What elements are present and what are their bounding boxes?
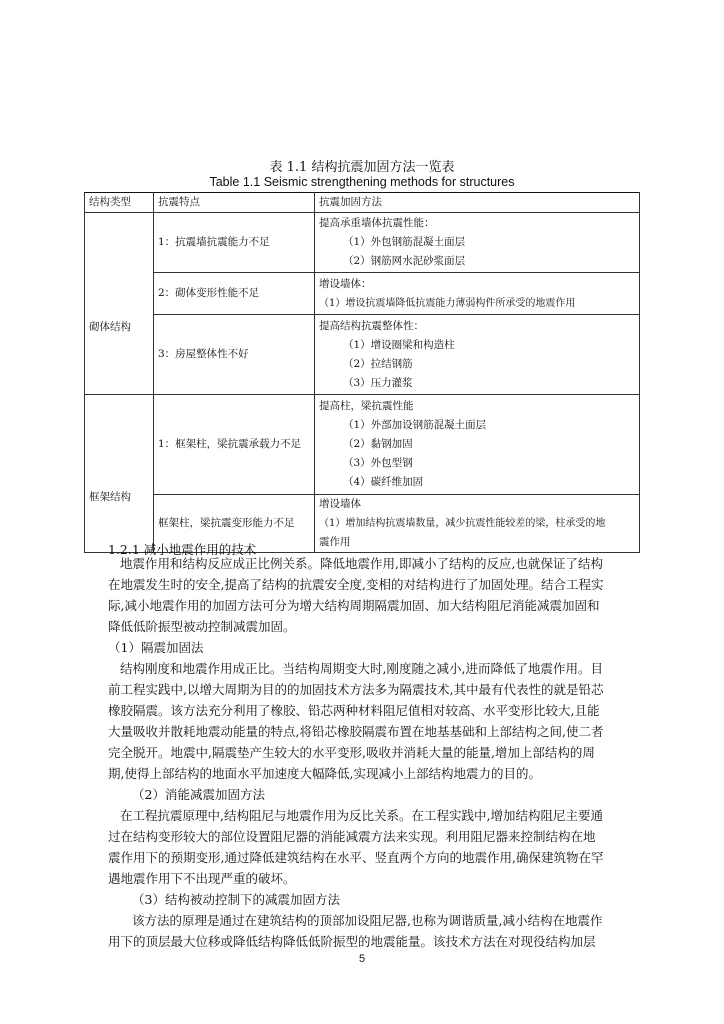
methods-table <box>84 192 640 553</box>
header-feature: 抗震特点 <box>154 193 315 213</box>
method-line: （1）增设抗震墙降低抗震能力薄弱构件所承受的地震作用 <box>319 297 576 309</box>
type-frame: 框架结构 <box>85 395 154 553</box>
text-line: 震作用下的预期变形,通过降低建筑结构在水平、竖直两个方向的地震作用,确保建筑物在罕 <box>108 850 604 865</box>
paragraph-energy-dissipation <box>108 805 614 889</box>
method-line: （1）外部加设钢筋混凝土面层 <box>343 419 487 431</box>
method-line: 震作用 <box>319 536 351 548</box>
page-number: 5 <box>358 953 366 965</box>
feature-masonry-3: 3：房屋整体性不好 <box>154 315 315 395</box>
paragraph-isolation <box>108 658 614 784</box>
method-line: 增设墙体 <box>319 498 361 510</box>
method-line: 增设墙体： <box>319 277 372 290</box>
feature-masonry-2: 2：砌体变形性能不足 <box>154 273 315 315</box>
paragraph-intro-cont <box>108 574 614 637</box>
method-line: （1）增设圈梁和构造柱 <box>343 338 455 351</box>
body-text <box>108 553 614 952</box>
method-line: 提高承重墙体抗震性能： <box>319 217 435 229</box>
header-structure-type: 结构类型 <box>85 193 154 213</box>
text-line: 完全脱开。地震中,隔震垫产生较大的水平变形,吸收并消耗大量的能量,增加上部结构的周 <box>108 745 595 760</box>
text-line: 在地震发生时的安全,提高了结构的抗震安全度,变相的对结构进行了加固处理。结合工程实 <box>108 577 604 592</box>
paragraph-passive-control <box>108 910 614 952</box>
type-masonry: 砌体结构 <box>85 213 154 395</box>
text-line: 结构刚度和地震作用成正比。当结构周期变大时,刚度随之减小,进而降低了地震作用。目 <box>120 661 603 676</box>
text-line: 遇地震作用下不出现严重的破坏。 <box>108 871 296 886</box>
text-line: 地震作用和结构反应成正比例关系。降低地震作用,即减小了结构的反应,也就保证了结构 <box>120 556 603 571</box>
text-line: 期,使得上部结构的地面水平加速度大幅降低,实现减小上部结构地震力的目的。 <box>108 766 541 781</box>
feature-masonry-1: 1：抗震墙抗震能力不足 <box>154 213 315 273</box>
method-line: （1）增加结构抗震墙数量，减少抗震性能较差的梁，柱承受的地 <box>319 518 606 529</box>
feature-frame-1: 1：框架柱，梁抗震承载力不足 <box>154 395 315 495</box>
method-line: （3）压力灌浆 <box>343 376 413 389</box>
method-line: （2）黏钢加固 <box>343 438 413 450</box>
paragraph-intro <box>108 553 614 574</box>
header-method: 抗震加固方法 <box>315 193 640 213</box>
method-frame-1 <box>315 395 640 495</box>
text-line: （2）消能减震加固方法 <box>132 787 265 802</box>
method-line: 提高结构抗震整体性： <box>319 319 424 332</box>
subheading-isolation <box>108 637 614 658</box>
text-line: 前工程实践中,以增大周期为目的的加固技术方法多为隔震技术,其中最有代表性的就是铅芯 <box>108 682 604 697</box>
subheading-energy-dissipation <box>108 784 614 805</box>
text-line: 降低低阶振型被动控制减震加固。 <box>108 619 296 634</box>
method-line: （2）钢筋网水泥砂浆面层 <box>343 255 466 267</box>
method-line: （3）外包型钢 <box>343 457 413 469</box>
method-line: 提高柱，梁抗震性能 <box>319 400 414 412</box>
text-line: 橡胶隔震。该方法充分利用了橡胶、铅芯两种材料阻尼值相对较高、水平变形比较大,且能 <box>108 703 600 718</box>
text-line: 用下的顶层最大位移或降低结构降低低阶振型的地震能量。该技术方法在对现役结构加层 <box>108 934 596 949</box>
feature-frame-2: 框架柱，梁抗震变形能力不足 <box>154 495 315 553</box>
table-caption-en: Table 1.1 Seismic strengthening methods for structures <box>209 175 515 189</box>
text-line: 过在结构变形较大的部位设置阻尼器的消能减震方法来实现。利用阻尼器来控制结构在地 <box>108 829 596 844</box>
method-masonry-1 <box>315 213 640 273</box>
method-masonry-2 <box>315 273 640 315</box>
text-line: 该方法的原理是通过在建筑结构的顶部加设阻尼器,也称为调谐质量,减小结构在地震作 <box>132 913 603 928</box>
method-frame-2 <box>315 495 640 553</box>
text-line: （3）结构被动控制下的减震加固方法 <box>132 892 340 907</box>
method-line: （2）拉结钢筋 <box>343 357 413 370</box>
text-line: 在工程抗震原理中,结构阻尼与地震作用为反比关系。在工程实践中,增加结构阻尼主要通 <box>120 808 603 823</box>
text-line: 际,减小地震作用的加固方法可分为增大结构周期隔震加固、加大结构阻尼消能减震加固和 <box>108 598 600 613</box>
subheading-passive-control <box>108 889 614 910</box>
text-line: 大量吸收并散耗地震动能量的特点,将铅芯橡胶隔震布置在地基基础和上部结构之间,使二者 <box>108 724 604 739</box>
method-line: （4）碳纤维加固 <box>343 476 424 488</box>
section-heading: 1.2.1 减小地震作用的技术 <box>108 542 257 557</box>
text-line: （1）隔震加固法 <box>108 640 204 655</box>
table-caption-cn: 表 1.1 结构抗震加固方法一览表 <box>269 160 455 175</box>
method-line: （1）外包钢筋混凝土面层 <box>343 236 466 248</box>
method-masonry-3 <box>315 315 640 395</box>
